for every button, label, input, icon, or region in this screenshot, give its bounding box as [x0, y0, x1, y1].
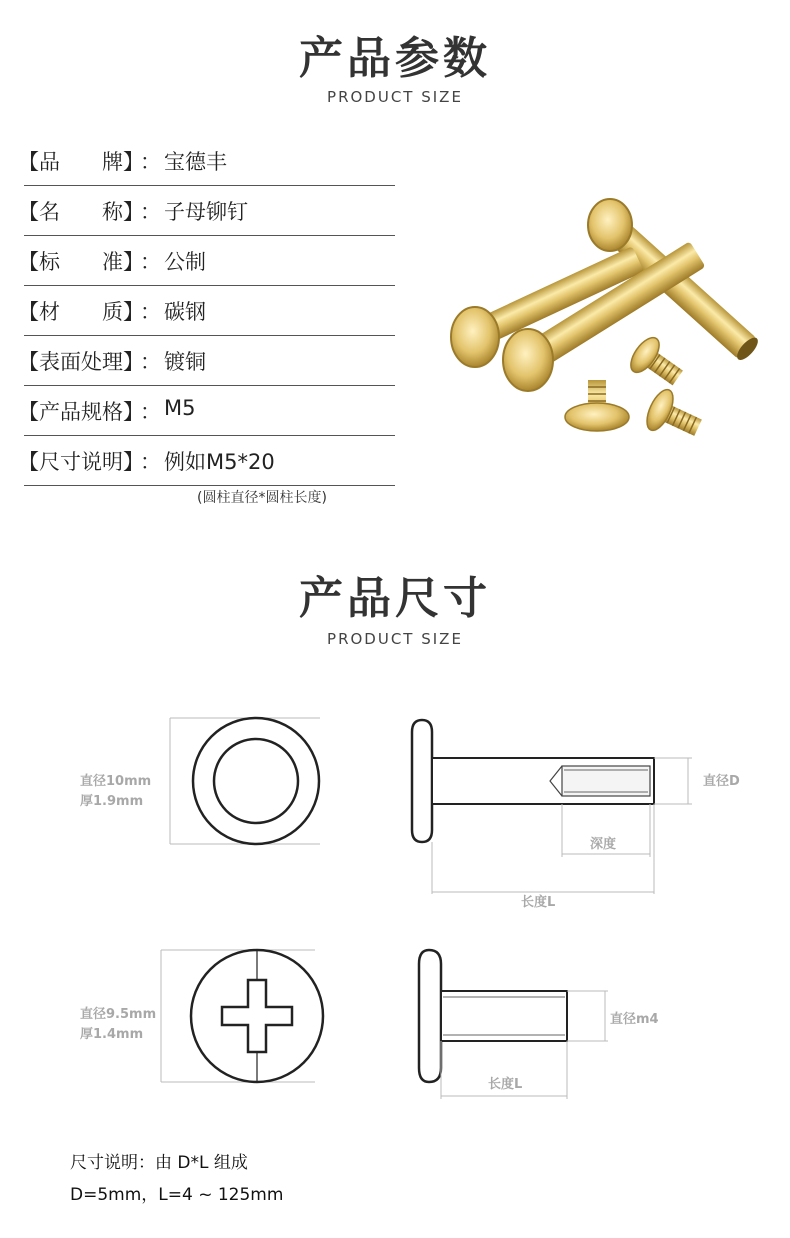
section-subtitle-dimensions: PRODUCT SIZE [327, 630, 463, 648]
spec-row-material [18, 286, 395, 336]
spec-key: 【产品规格】 [18, 400, 144, 424]
spec-row-size [18, 436, 395, 486]
spec-value: 宝德丰 [164, 150, 227, 174]
screw-head-front-diagram [155, 944, 335, 1089]
spec-value: 碳钢 [164, 300, 206, 324]
inner-diameter-label: 直径D [703, 774, 740, 789]
divider [24, 485, 395, 486]
size-description: 尺寸说明：由 D*L 组成 [70, 1153, 248, 1173]
depth-label: 深度 [590, 837, 617, 852]
spec-row-standard [18, 236, 395, 286]
spec-value: 公制 [164, 250, 206, 274]
length-label: 长度L [521, 895, 556, 910]
spec-separator: ： [140, 300, 161, 324]
spec-separator: ： [140, 250, 161, 274]
spec-key: 【名 称】 [18, 200, 144, 224]
section-subtitle-parameters: PRODUCT SIZE [327, 88, 463, 106]
spec-value: 例如M5*20 [164, 450, 275, 474]
spec-note: (圆柱直径*圆柱长度) [197, 490, 327, 506]
spec-value: 镀铜 [164, 350, 206, 374]
section-title-parameters: 产品参数 [299, 33, 491, 84]
screw-length-label: 长度L [488, 1077, 523, 1092]
rivet-side-diagram [410, 712, 700, 912]
spec-row-surface [18, 336, 395, 386]
spec-separator: ： [140, 150, 161, 174]
spec-key: 【品 牌】 [18, 150, 144, 174]
thread-diameter-label: 直径m4 [610, 1012, 659, 1027]
spec-separator: ： [140, 450, 161, 474]
head-thickness-label: 厚1.9mm [80, 794, 144, 809]
spec-row-brand [18, 136, 395, 186]
spec-key: 【标 准】 [18, 250, 144, 274]
rivet-head-front-diagram [160, 712, 330, 852]
spec-row-name [18, 186, 395, 236]
head-diameter-label: 直径10mm [80, 774, 152, 789]
section-title-dimensions: 产品尺寸 [299, 573, 491, 624]
size-range: D=5mm，L=4 ~ 125mm [70, 1185, 284, 1205]
screw-head-diameter-label: 直径9.5mm [80, 1007, 157, 1022]
product-image [440, 195, 770, 465]
spec-key: 【材 质】 [18, 300, 144, 324]
spec-value: M5 [164, 396, 196, 420]
spec-key: 【表面处理】 [18, 350, 144, 374]
screw-head-thickness-label: 厚1.4mm [80, 1027, 144, 1042]
spec-row-spec [18, 386, 395, 436]
spec-separator: ： [140, 400, 161, 424]
spec-separator: ： [140, 200, 161, 224]
spec-key: 【尺寸说明】 [18, 450, 144, 474]
spec-separator: ： [140, 350, 161, 374]
spec-value: 子母铆钉 [164, 200, 248, 224]
